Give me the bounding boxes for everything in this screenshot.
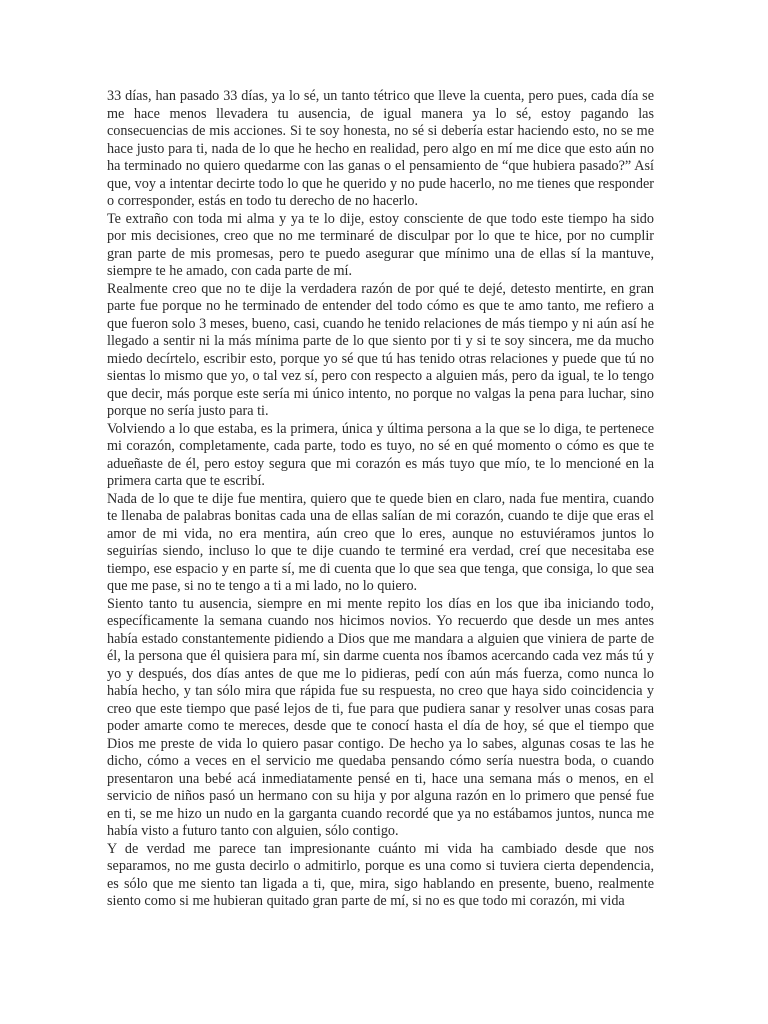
- paragraph-7: Y de verdad me parece tan impresionante cuánto mi vida ha cambiado desde que nos separamos, no me gusta decirlo o admitirlo, porque es una como si tuviera cierta dependencia, es sólo que me siento tan ligada a ti, que, mira, sigo hablando en presente, bueno, realmente siento como si me hubieran quitado gran parte de mí, si no es que todo mi corazón, mi vida: [107, 840, 654, 909]
- paragraph-3: Realmente creo que no te dije la verdadera razón de por qué te dejé, detesto mentirte, en gran parte fue porque no he terminado de entender del todo cómo es que te amo tanto, me refiero a que fueron solo 3 meses, bueno, casi, cuando he tenido relaciones de más tiempo y ni aún así he llegado a sentir ni la más mínima parte de lo que siento por ti y si te soy sincera, me da mucho miedo decírtelo, escribir esto, porque yo sé que tú has tenido otras relaciones y puede que tú no sientas lo mismo que yo, o tal vez sí, pero con respecto a alguien más, pero da igual, te lo tengo que decir, más porque este sería mi único intento, no porque no valgas la pena para luchar, sino porque no sería justo para ti.: [107, 280, 654, 419]
- paragraph-1: 33 días, han pasado 33 días, ya lo sé, un tanto tétrico que lleve la cuenta, pero pues, cada día se me hace menos llevadera tu ausencia, de igual manera ya lo sé, estoy pagando las consecuencias de mis acciones. Si te soy honesta, no sé si debería estar haciendo esto, no se me hace justo para ti, nada de lo que he hecho en realidad, pero algo en mí me dice que esto aún no ha terminado no quiero quedarme con las ganas o el pensamiento de “que hubiera pasado?” Así que, voy a intentar decirte todo lo que he querido y no pude hacerlo, no me tienes que responder o corresponder, estás en todo tu derecho de no hacerlo.: [107, 88, 654, 209]
- paragraph-4: Volviendo a lo que estaba, es la primera, única y última persona a la que se lo diga, te pertenece mi corazón, completamente, cada parte, todo es tuyo, no sé en qué momento o cómo es que te adueñaste de él, pero estoy segura que mi corazón es más tuyo que mío, te lo mencioné en la primera carta que te escribí.: [107, 420, 654, 489]
- letter-body: [107, 88, 654, 911]
- paragraph-5: Nada de lo que te dije fue mentira, quiero que te quede bien en claro, nada fue mentira, cuando te llenaba de palabras bonitas cada una de ellas salían de mi corazón, cuando te dije que eras el amor de mi vida, no era mentira, aún creo que lo eres, aunque no estuviéramos juntos lo seguirías siendo, incluso lo que te dije cuando te terminé era verdad, creí que necesitaba ese tiempo, ese espacio y en parte sí, me di cuenta que lo que sea que tenga, que consiga, lo que sea que me pase, si no te tengo a ti a mi lado, no lo quiero.: [107, 490, 654, 594]
- paragraph-2: Te extraño con toda mi alma y ya te lo dije, estoy consciente de que todo este tiempo ha sido por mis decisiones, creo que no me terminaré de disculpar por lo que te hice, por no cumplir gran parte de mis promesas, pero te puedo asegurar que mínimo una de ellas sí la mantuve, siempre te he amado, con cada parte de mí.: [107, 210, 654, 279]
- paragraph-6: Siento tanto tu ausencia, siempre en mi mente repito los días en los que iba iniciando todo, específicamente la semana cuando nos hicimos novios. Yo recuerdo que desde un mes antes había estado constantemente pidiendo a Dios que me mandara a alguien que viniera de parte de él, la persona que él quisiera para mí, sin darme cuenta nos íbamos acercando cada vez más tú y yo y después, dos días antes de que me lo pidieras, pedí con aún más fuerza, como nunca lo había hecho, y tan sólo mira que rápida fue su respuesta, no creo que haya sido coincidencia y creo que este tiempo que pasé lejos de ti, fue para que pudiera sanar y resolver unas cosas para poder amarte como te mereces, desde que te conocí hasta el día de hoy, sé que el tiempo que Dios me preste de vida lo quiero pasar contigo. De hecho ya lo sabes, algunas cosas te las he dicho, cómo a veces en el servicio me quedaba pensando cómo sería nuestra boda, o cuando presentaron una bebé acá inmediatamente pensé en ti, hace una semana más o menos, en el servicio de niños pasó un hermano con su hija y por alguna razón en lo primero que pensé fue en ti, se me hizo un nudo en la garganta cuando recordé que ya no estábamos juntos, nunca me había visto a futuro tanto con alguien, sólo contigo.: [107, 595, 654, 839]
